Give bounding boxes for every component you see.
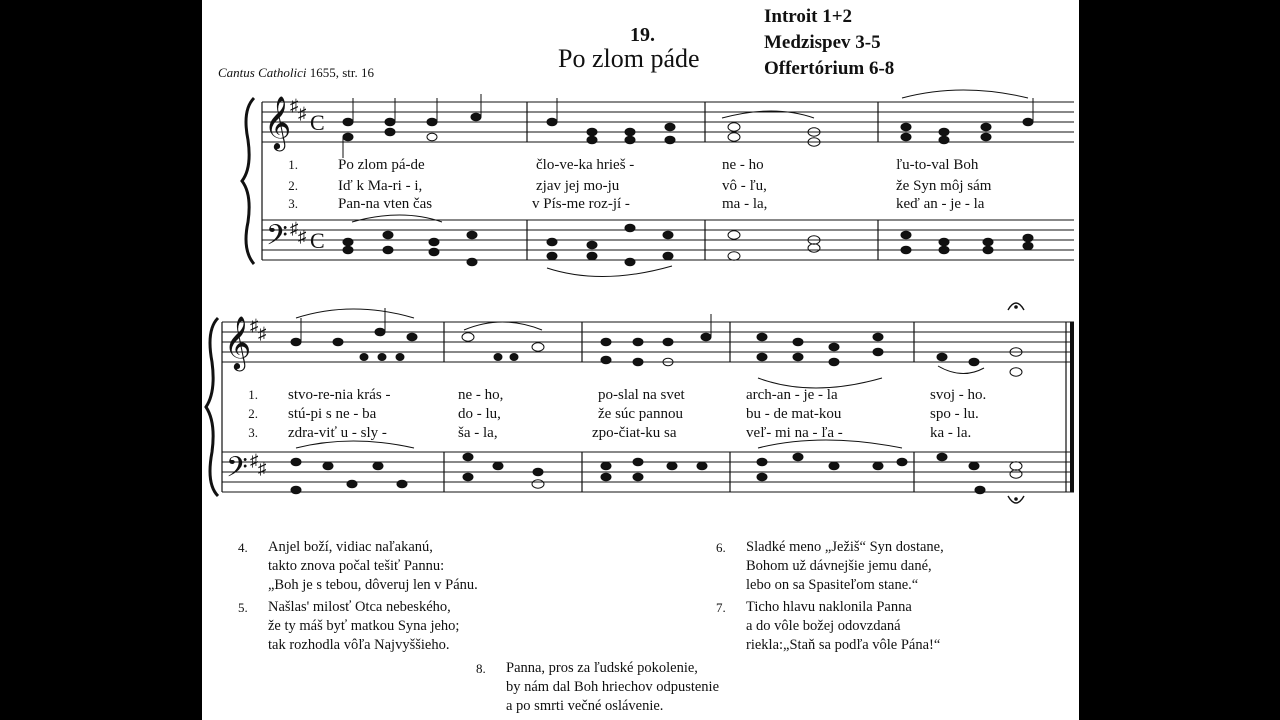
- bass-clef-icon: 𝄢: [266, 221, 288, 258]
- bass-clef-icon: 𝄢: [226, 453, 248, 490]
- lyric-segment: Iď k Ma-ri - i,: [338, 178, 423, 194]
- lyric-segment: ne - ho: [722, 157, 764, 173]
- system1-lyric-line-2: 2.: [288, 178, 298, 193]
- key-sharp-c-icon: ♯: [258, 324, 267, 343]
- verse-line: Anjel boží, vidiac naľakanú,: [268, 539, 433, 555]
- usage-introit: Introit 1+2: [764, 6, 853, 27]
- time-signature-bass: C: [310, 228, 325, 253]
- bass-key-sharp-c-icon: ♯: [258, 459, 267, 478]
- verse-line: Našlas' milosť Otca nebeského,: [268, 599, 451, 615]
- verse-line: Panna, pros za ľudské pokolenie,: [506, 660, 698, 676]
- system1-lyric-line-1: 1.: [288, 157, 298, 172]
- lyric-segment: zjav jej mo-ju: [536, 178, 620, 194]
- verse-line: „Boh je s tebou, dôveruj len v Pánu.: [268, 577, 478, 593]
- source-title: Cantus Catholici: [218, 65, 307, 80]
- verse-line: a po smrti večné oslávenie.: [506, 698, 664, 714]
- lyric-segment: zdra-viť u - sly -: [288, 425, 387, 441]
- lyric-segment: stú-pi s ne - ba: [288, 406, 377, 422]
- lyric-segment: svoj - ho.: [930, 387, 987, 403]
- final-barline: [1070, 322, 1074, 492]
- system2-lyric-line-3: 3.: [248, 425, 258, 440]
- verse-line: riekla:„Staň sa podľa vôle Pána!“: [746, 637, 941, 653]
- lyric-segment: že Syn môj sám: [896, 178, 992, 194]
- usage-medzispev: Medzispev 3-5: [764, 32, 881, 53]
- lyric-segment: arch-an - je - la: [746, 387, 838, 403]
- verse-line: že ty máš byť matkou Syna jeho;: [268, 618, 460, 634]
- lyric-segment: Po zlom pá-de: [338, 157, 425, 173]
- music-sheet: [202, 0, 1079, 720]
- lyric-segment: zpo-čiat-ku sa: [592, 425, 677, 441]
- verse-7: 7. Ticho hlavu naklonila Panna a do vôle božej odovzdaná riekla:„Staň sa podľa vôle Pána!“: [716, 599, 941, 653]
- verse-line: takto znova počal tešiť Pannu:: [268, 558, 445, 574]
- lyric-segment: spo - lu.: [930, 406, 979, 422]
- treble-clef-icon: 𝄞: [264, 97, 292, 148]
- bass-key-sharp-f-icon: ♯: [290, 219, 299, 238]
- treble-clef-icon: 𝄞: [224, 317, 252, 368]
- lyric-segment: veľ- mi na - ľa -: [746, 425, 843, 441]
- key-sharp-f-icon: ♯: [290, 96, 299, 115]
- system2-lyric-line-2: 2.: [248, 406, 258, 421]
- lyric-segment: ľu-to-val Boh: [896, 157, 979, 173]
- lyric-segment: člo-ve-ka hrieš -: [536, 157, 635, 173]
- lyric-segment: Pan-na vten čas: [338, 196, 433, 212]
- lyric-segment: ma - la,: [722, 196, 768, 212]
- lyric-segment: ka - la.: [930, 425, 972, 441]
- lyric-segment: že súc pannou: [598, 406, 683, 422]
- verse-line: a do vôle božej odovzdaná: [746, 618, 901, 634]
- key-sharp-f-icon: ♯: [250, 316, 259, 335]
- system2-brace: [206, 318, 218, 496]
- key-sharp-c-icon: ♯: [298, 104, 307, 123]
- hymn-number: 19.: [630, 24, 655, 46]
- music-notation: [202, 0, 1079, 520]
- verse-6: 6. Sladké meno „Ježiš“ Syn dostane, Bohom už dávnejšie jemu dané, lebo on sa Spasiteľom stane.“: [716, 539, 944, 593]
- system1-lyric-line-3: 3.: [288, 196, 298, 211]
- lyric-segment: po-slal na svet: [598, 387, 685, 403]
- system1-brace: [242, 98, 254, 264]
- lyric-segment: ša - la,: [458, 425, 498, 441]
- verse-4: 4. Anjel boží, vidiac naľakanú, takto znova počal tešiť Pannu: „Boh je s tebou, dôveruj len v Pánu.: [238, 539, 478, 593]
- verse-5: 5. Našlas' milosť Otca nebeského, že ty máš byť matkou Syna jeho; tak rozhodla vôľa Najvyššieho.: [238, 599, 460, 653]
- lyric-segment: vô - ľu,: [722, 178, 767, 194]
- lyric-segment: do - lu,: [458, 406, 501, 422]
- lyric-segment: v Pís-me roz-jí -: [532, 196, 630, 212]
- usage-offertorium: Offertórium 6-8: [764, 58, 895, 79]
- time-signature-treble: C: [310, 110, 325, 135]
- lyric-segment: ne - ho,: [458, 387, 504, 403]
- verse-line: lebo on sa Spasiteľom stane.“: [746, 577, 919, 593]
- system2-lyric-line-1: 1.: [248, 387, 258, 402]
- hymn-title: Po zlom páde: [558, 44, 700, 73]
- verse-line: by nám dal Boh hriechov odpustenie: [506, 679, 720, 695]
- verse-line: Ticho hlavu naklonila Panna: [746, 599, 912, 615]
- source-detail: 1655, str. 16: [306, 65, 375, 80]
- bass-key-sharp-c-icon: ♯: [298, 227, 307, 246]
- verse-line: Bohom už dávnejšie jemu dané,: [746, 558, 932, 574]
- lyric-segment: stvo-re-nia krás -: [288, 387, 391, 403]
- bass-key-sharp-f-icon: ♯: [250, 451, 259, 470]
- verse-line: tak rozhodla vôľa Najvyššieho.: [268, 637, 450, 653]
- verse-8: 8. Panna, pros za ľudské pokolenie, by nám dal Boh hriechov odpustenie a po smrti večné oslávenie.: [476, 660, 720, 714]
- lyric-segment: keď an - je - la: [896, 196, 985, 212]
- verse-line: Sladké meno „Ježiš“ Syn dostane,: [746, 539, 944, 555]
- lyric-segment: bu - de mat-kou: [746, 406, 842, 422]
